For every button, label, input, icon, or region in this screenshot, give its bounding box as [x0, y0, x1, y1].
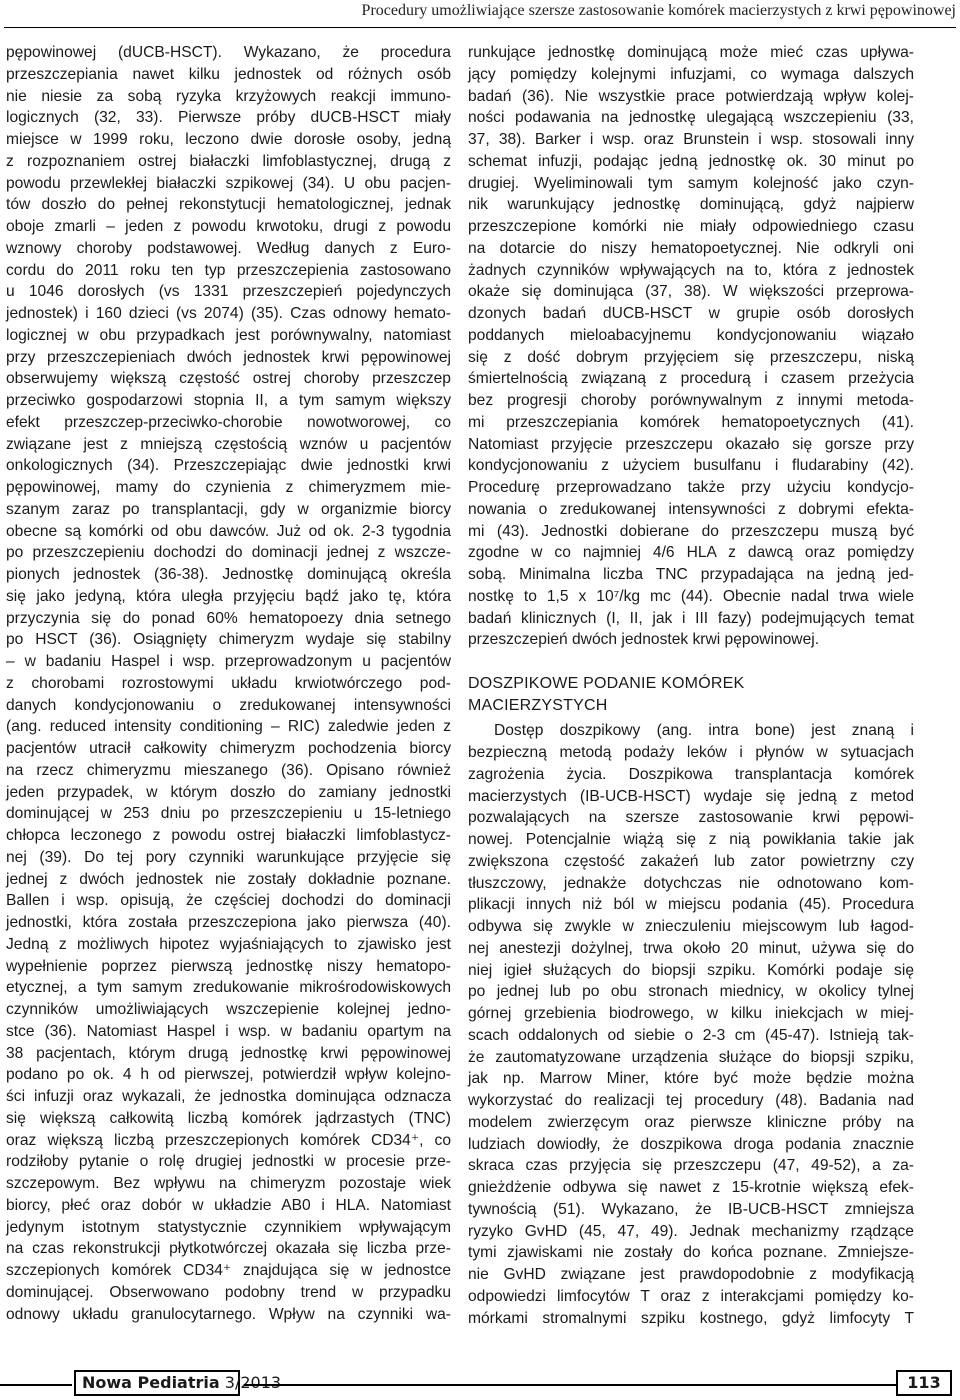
text-line: nej (39). Do tej pory czynniki warunkujące przyjęcie się — [6, 848, 451, 866]
text-line: powodu przewlekłej białaczki szpikowej (34). U obu pacjen- — [6, 174, 451, 192]
text-line: ryzyko GvHD (45, 47, 49). Jednak mechanizmy rządzące — [468, 1222, 914, 1240]
text-line: jednostek) i 160 dzieci (vs 2074) (35). Czas odnowy hemato- — [6, 305, 451, 322]
text-line: dominującej w 253 dniu po przeszczepieniu u 15-letniego — [6, 805, 451, 823]
text-line: dzonych badań dUCB-HSCT w grupie osób dorosłych — [468, 305, 914, 322]
text-line: wykorzystać do realizacji tej procedury (48). Badania nad — [468, 1092, 914, 1109]
text-line: drugiej. Wyeliminowali tym samym kolejność jako czyn- — [468, 174, 914, 192]
text-line: po przeszczepieniu dochodzi do dominacji jednej z wszcze- — [6, 544, 451, 562]
text-line: się z dość dobrym przyjęciem się przeszczepu, niską — [468, 348, 914, 366]
section-heading-line-1: DOSZPIKOWE PODANIE KOMÓREK — [468, 674, 745, 692]
text-line: wypełnienie poprzez pierwszą jednostkę niszy hematopo- — [6, 957, 451, 975]
text-line: nowej. Potencjalnie wiążą się z nią powikłania takie jak — [468, 831, 914, 848]
text-line: 37, 38). Barker i wsp. oraz Brunstein i wsp. stosowali inny — [468, 131, 914, 148]
text-line: żadnych czynników wpływających na to, która z jednostek — [468, 261, 914, 279]
text-line: przeszczepione komórki nie miały odpowiedniego czasu — [468, 218, 914, 235]
text-line: mi przeszczepiania komórek hematopoetycznych (41). — [468, 413, 914, 431]
text-line: jednej z dwóch jednostek nie zostały dokładnie poznane. — [6, 870, 451, 888]
text-line: Jedną z możliwych hipotez wyjaśniających to zjawisko jest — [6, 935, 451, 953]
journal-issue: 3/2013 — [219, 1373, 282, 1392]
text-line: nie niesie za sobą ryzyka krzyżowych reakcji immuno- — [6, 87, 451, 105]
text-line: zwiększona częstość zakażeń lub zator powietrzny czy — [468, 852, 914, 870]
text-line: dominującej. Obserwowano podobny trend w przypadku — [6, 1283, 451, 1301]
text-line: szczepowym. Bez wpływu na chimeryzm pozostaje wiek — [6, 1175, 451, 1192]
text-line: się jako jedyną, która uległa przyjęciu bądź jako tę, która — [6, 587, 451, 605]
text-line: przyczynia się do ponad 60% hematopoezy dnia setnego — [6, 609, 451, 627]
text-line: nostkę to 1,5 x 10⁷/kg mc (44). Obecnie nadal trwa wiele — [468, 587, 914, 605]
text-line: pępowinowej (dUCB-HSCT). Wykazano, że procedura — [6, 44, 451, 61]
footer-rule-right — [244, 1384, 952, 1386]
text-line: przy przeszczepieniach dwóch jednostek krwi pępowinowej — [6, 348, 451, 366]
text-line: 38 pacjentach, którym drugą jednostkę krwi pępowinowej — [6, 1044, 451, 1062]
text-line: mi (43). Jednostki dobierane do przeszczepu muszą być — [468, 522, 914, 540]
text-line: macierzystych (IB-UCB-HSCT) wydaje się jedną z metod — [468, 787, 914, 805]
text-line: obecne są komórki od obu dawców. Już od ok. 2-3 tygodnia — [6, 522, 451, 540]
text-line: runkujące jednostkę dominującą może mieć czas upływa- — [468, 44, 914, 61]
text-line: schemat infuzji, podając jedną jednostkę ok. 30 minut po — [468, 152, 914, 170]
right-column — [468, 42, 914, 1329]
text-line: jeden przypadek, w którym doszło do zamiany jednostki — [6, 783, 451, 801]
text-line: nowania o zredukowanej intensywności z dobrymi efekta- — [468, 500, 914, 518]
text-line: pępowinowej, mamy do czynienia z chimeryzmem mie- — [6, 479, 451, 496]
text-line: odnowy układu granulocytarnego. Wpływ na czynniki wa- — [6, 1305, 451, 1323]
text-line: pionych jednostek (36-38). Jednostkę dominującą określa — [6, 566, 451, 583]
text-line: zagrożenia życia. Doszpikowa transplantacja komórek — [468, 765, 914, 783]
text-line: związane jest z mniejszą częstością wznów u pacjentów — [6, 435, 451, 453]
text-line: górnej grzebienia biodrowego, w kilku iniekcjach w miej- — [468, 1005, 914, 1022]
text-line: plikacji innych niż ból w miejscu podania (45). Procedura — [468, 896, 914, 914]
text-line: rodziłoby pytanie o rolę drugiej jednostki w procesie prze- — [6, 1153, 451, 1171]
text-line: nej anestezji dożylnej, trwa około 20 minut, używa się do — [468, 939, 914, 957]
text-line: miejsce w 1999 roku, leczono dwie dorosłe osoby, jedną — [6, 131, 451, 148]
text-line: zgodne w co najmniej 4/6 HLA z dawcą oraz pomiędzy — [468, 544, 914, 562]
text-line: gnieżdżenie odbywa się nawet z 15-krotnie większą efek- — [468, 1179, 914, 1196]
text-line: tymi zjawiskami nie zostały do końca poznane. Zmniejsze- — [468, 1244, 914, 1262]
text-line: niej igieł służących do biopsji szpiku. Komórki podaje się — [468, 961, 914, 979]
text-line: cordu do 2011 roku ten typ przeszczepienia zastosowano — [6, 261, 451, 279]
text-line: nie GvHD związane jest prawdopodobnie z modyfikacją — [468, 1266, 914, 1283]
text-line: tywnością (51). Wykazano, że IB-UCB-HSCT zmniejsza — [468, 1200, 914, 1218]
page-footer — [0, 1370, 960, 1400]
text-line: szczepionych komórek CD34⁺ znajdująca się w jednostce — [6, 1262, 451, 1279]
text-line: na rzecz chimeryzmu mieszanego (36). Opisano również — [6, 761, 451, 779]
text-line: biorcy, płeć oraz dobór w układzie AB0 i HLA. Natomiast — [6, 1196, 451, 1214]
text-line: ści infuzji oraz wykazali, że jednostka dominująca odznacza — [6, 1088, 451, 1105]
text-line: przeszczepiania nawet kilku jednostek od różnych osób — [6, 65, 451, 83]
journal-name-box — [74, 1370, 282, 1396]
text-line: skraca czas przyjęcia się przeszczepu (47, 49-52), a za- — [468, 1157, 914, 1175]
running-head: Procedury umożliwiające szersze zastosowanie komórek macierzystych z krwi pępowinowej — [361, 2, 956, 19]
text-line: oboje zmarli – jeden z powodu krwotoku, drugi z powodu — [6, 218, 451, 235]
header-rule — [4, 27, 956, 28]
text-line: po jednej lub po obu stronach miednicy, w okolicy tylnej — [468, 983, 914, 1001]
text-line: scach oddalonych od siebie o 2-3 cm (45-47). Istnieją tak- — [468, 1026, 914, 1044]
text-line: na dotarcie do niszy hematopoetycznej. Nie odkryli oni — [468, 239, 914, 257]
text-line: nik warunkujący jednostkę dominującą, gdyż najpierw — [468, 196, 914, 214]
text-line: że zautomatyzowane urządzenia służące do biopsji szpiku, — [468, 1048, 914, 1066]
text-line: przeciwko gospodarzowi stopnia II, a tym samym większy — [6, 392, 451, 409]
text-line: śmiertelnością związaną z procedurą i czasem przeżycia — [468, 370, 914, 388]
text-line: – w badaniu Haspel i wsp. przeprowadzonym u pacjentów — [6, 653, 451, 670]
left-column — [6, 42, 451, 1325]
text-line: tów doszło do pełnej rekonstytucji hematologicznej, jednak — [6, 196, 451, 214]
text-line: logicznej w obu przypadkach jest porównywalny, natomiast — [6, 326, 451, 344]
text-line: Ballen i wsp. opisują, że częściej dochodzi do dominacji — [6, 892, 451, 910]
section-heading-line-2: MACIERZYSTYCH — [468, 696, 608, 714]
text-line: tłuszczowy, jednakże dotychczas nie odnotowano kom- — [468, 874, 914, 892]
text-line: wznowy choroby podstawowej. Według danych z Euro- — [6, 239, 451, 257]
text-line: z chorobami rozrostowymi układu krwiotwórczego pod- — [6, 674, 451, 692]
text-line: Natomiast przyjęcie przeszczepu okazało się gorsze przy — [468, 435, 914, 453]
text-line: sobą. Minimalna liczba TNC przypadająca na jedną jed- — [468, 566, 914, 583]
text-line: po HSCT (36). Osiągnięty chimeryzm wydaje się stabilny — [6, 631, 451, 649]
text-line: u 1046 dorosłych (vs 1331 przeszczepień pojedynczych — [6, 283, 451, 301]
text-line: Procedurę przeprowadzano także przy użyciu kondycjo- — [468, 479, 914, 496]
text-line: modelem zwierzęcym oraz pierwsze kliniczne próby na — [468, 1113, 914, 1131]
text-line: jednostki, która została przeszczepiona jako pierwsza (40). — [6, 914, 451, 931]
text-line: się większą całkowitą liczbą komórek jądrzastych (TNC) — [6, 1109, 451, 1127]
text-line: odbywa się zwykle w znieczuleniu miejscowym lub łagod- — [468, 918, 914, 935]
text-line: okaże się dominująca (37, 38). W większości przeprowa- — [468, 283, 914, 301]
text-line: (ang. reduced intensity conditioning – RIC) zaledwie jeden z — [6, 718, 451, 736]
text-line: bezpieczną metodą podaży leków i płynów w sytuacjach — [468, 744, 914, 761]
text-line: podano po ok. 4 h od pierwszej, potwierdził wpływ kolejno- — [6, 1066, 451, 1084]
text-line: bez progresji choroby porównywalnym z innymi metoda- — [468, 392, 914, 409]
page-number: 113 — [896, 1370, 952, 1396]
text-line: jący pomiędzy kolejnymi infuzjami, co wymaga dalszych — [468, 65, 914, 83]
text-line: czynników umożliwiających wszczepienie kolejnej jedno- — [6, 1001, 451, 1018]
text-line: z rozpoznaniem ostrej białaczki limfoblastycznej, drugą z — [6, 152, 451, 170]
text-line: ności podawania na jednostkę ulegającą wszczepieniu (33, — [468, 109, 914, 127]
text-line: Dostęp doszpikowy (ang. intra bone) jest znaną i — [494, 722, 914, 740]
text-line: kondycjonowaniu z użyciem busulfanu i fludarabiny (42). — [468, 457, 914, 475]
text-line: logicznych (32, 33). Pierwsze próby dUCB-HSCT miały — [6, 109, 451, 127]
text-line: chłopca leczonego z powodu ostrej białaczki limfoblastycz- — [6, 827, 451, 844]
text-line: odpowiedzi limfocytów T oraz z interakcjami pomiędzy ko- — [468, 1287, 914, 1305]
text-line: pozwalających na szersze zastosowanie krwi pępowi- — [468, 809, 914, 827]
text-line: pacjentów utracił całkowity chimeryzm pochodzenia biorcy — [6, 740, 451, 757]
text-line: badań klinicznych (I, II, jak i III fazy) podejmujących temat — [468, 609, 914, 627]
text-line: ludziach dowiodły, że doszpikowa droga podania znacznie — [468, 1135, 914, 1153]
section-spacer — [468, 651, 914, 673]
text-line: badań (36). Nie wszystkie prace potwierdzają wpływ kolej- — [468, 87, 914, 105]
text-line: na czas rekonstrukcji płytkotwórczej okazała się liczba prze- — [6, 1240, 451, 1258]
text-line: przeszczepień dwóch jednostek krwi pępowinowej. — [468, 631, 820, 649]
section-body — [468, 720, 914, 1329]
text-line: oraz większą liczbą przeszczepionych komórek CD34⁺, co — [6, 1131, 451, 1149]
text-line: onkologicznych (34). Przeszczepiając dwie jednostki krwi — [6, 457, 451, 475]
text-line: stce (36). Natomiast Haspel i wsp. w badaniu opartym na — [6, 1022, 451, 1040]
text-line: szanym zaraz po transplantacji, gdy w organizmie biorcy — [6, 500, 451, 518]
section-heading — [468, 673, 914, 717]
journal-title: Nowa Pediatria — [82, 1373, 220, 1392]
text-line: danych kondycjonowaniu o zredukowanej intensywności — [6, 696, 451, 714]
text-line: poddanych mieloabacyjnemu kondycjonowaniu wiązało — [468, 326, 914, 344]
text-line: jak np. Marrow Miner, które być może będzie można — [468, 1070, 914, 1088]
text-line: mórkami stromalnymi szpiku kostnego, gdyż limfocyty T — [468, 1309, 914, 1327]
text-line: etycznej, a tym samym zredukowanie mikrośrodowiskowych — [6, 979, 451, 997]
footer-rule-left — [0, 1384, 72, 1386]
text-line: efekt przeszczep-przeciwko-chorobie nowotworowej, co — [6, 413, 451, 431]
text-line: obserwujemy większą częstość ostrej choroby przeszczep — [6, 370, 451, 388]
right-column-continuation — [468, 42, 914, 651]
text-line: jedynym istotnym statystycznie czynnikiem wpływającym — [6, 1218, 451, 1236]
